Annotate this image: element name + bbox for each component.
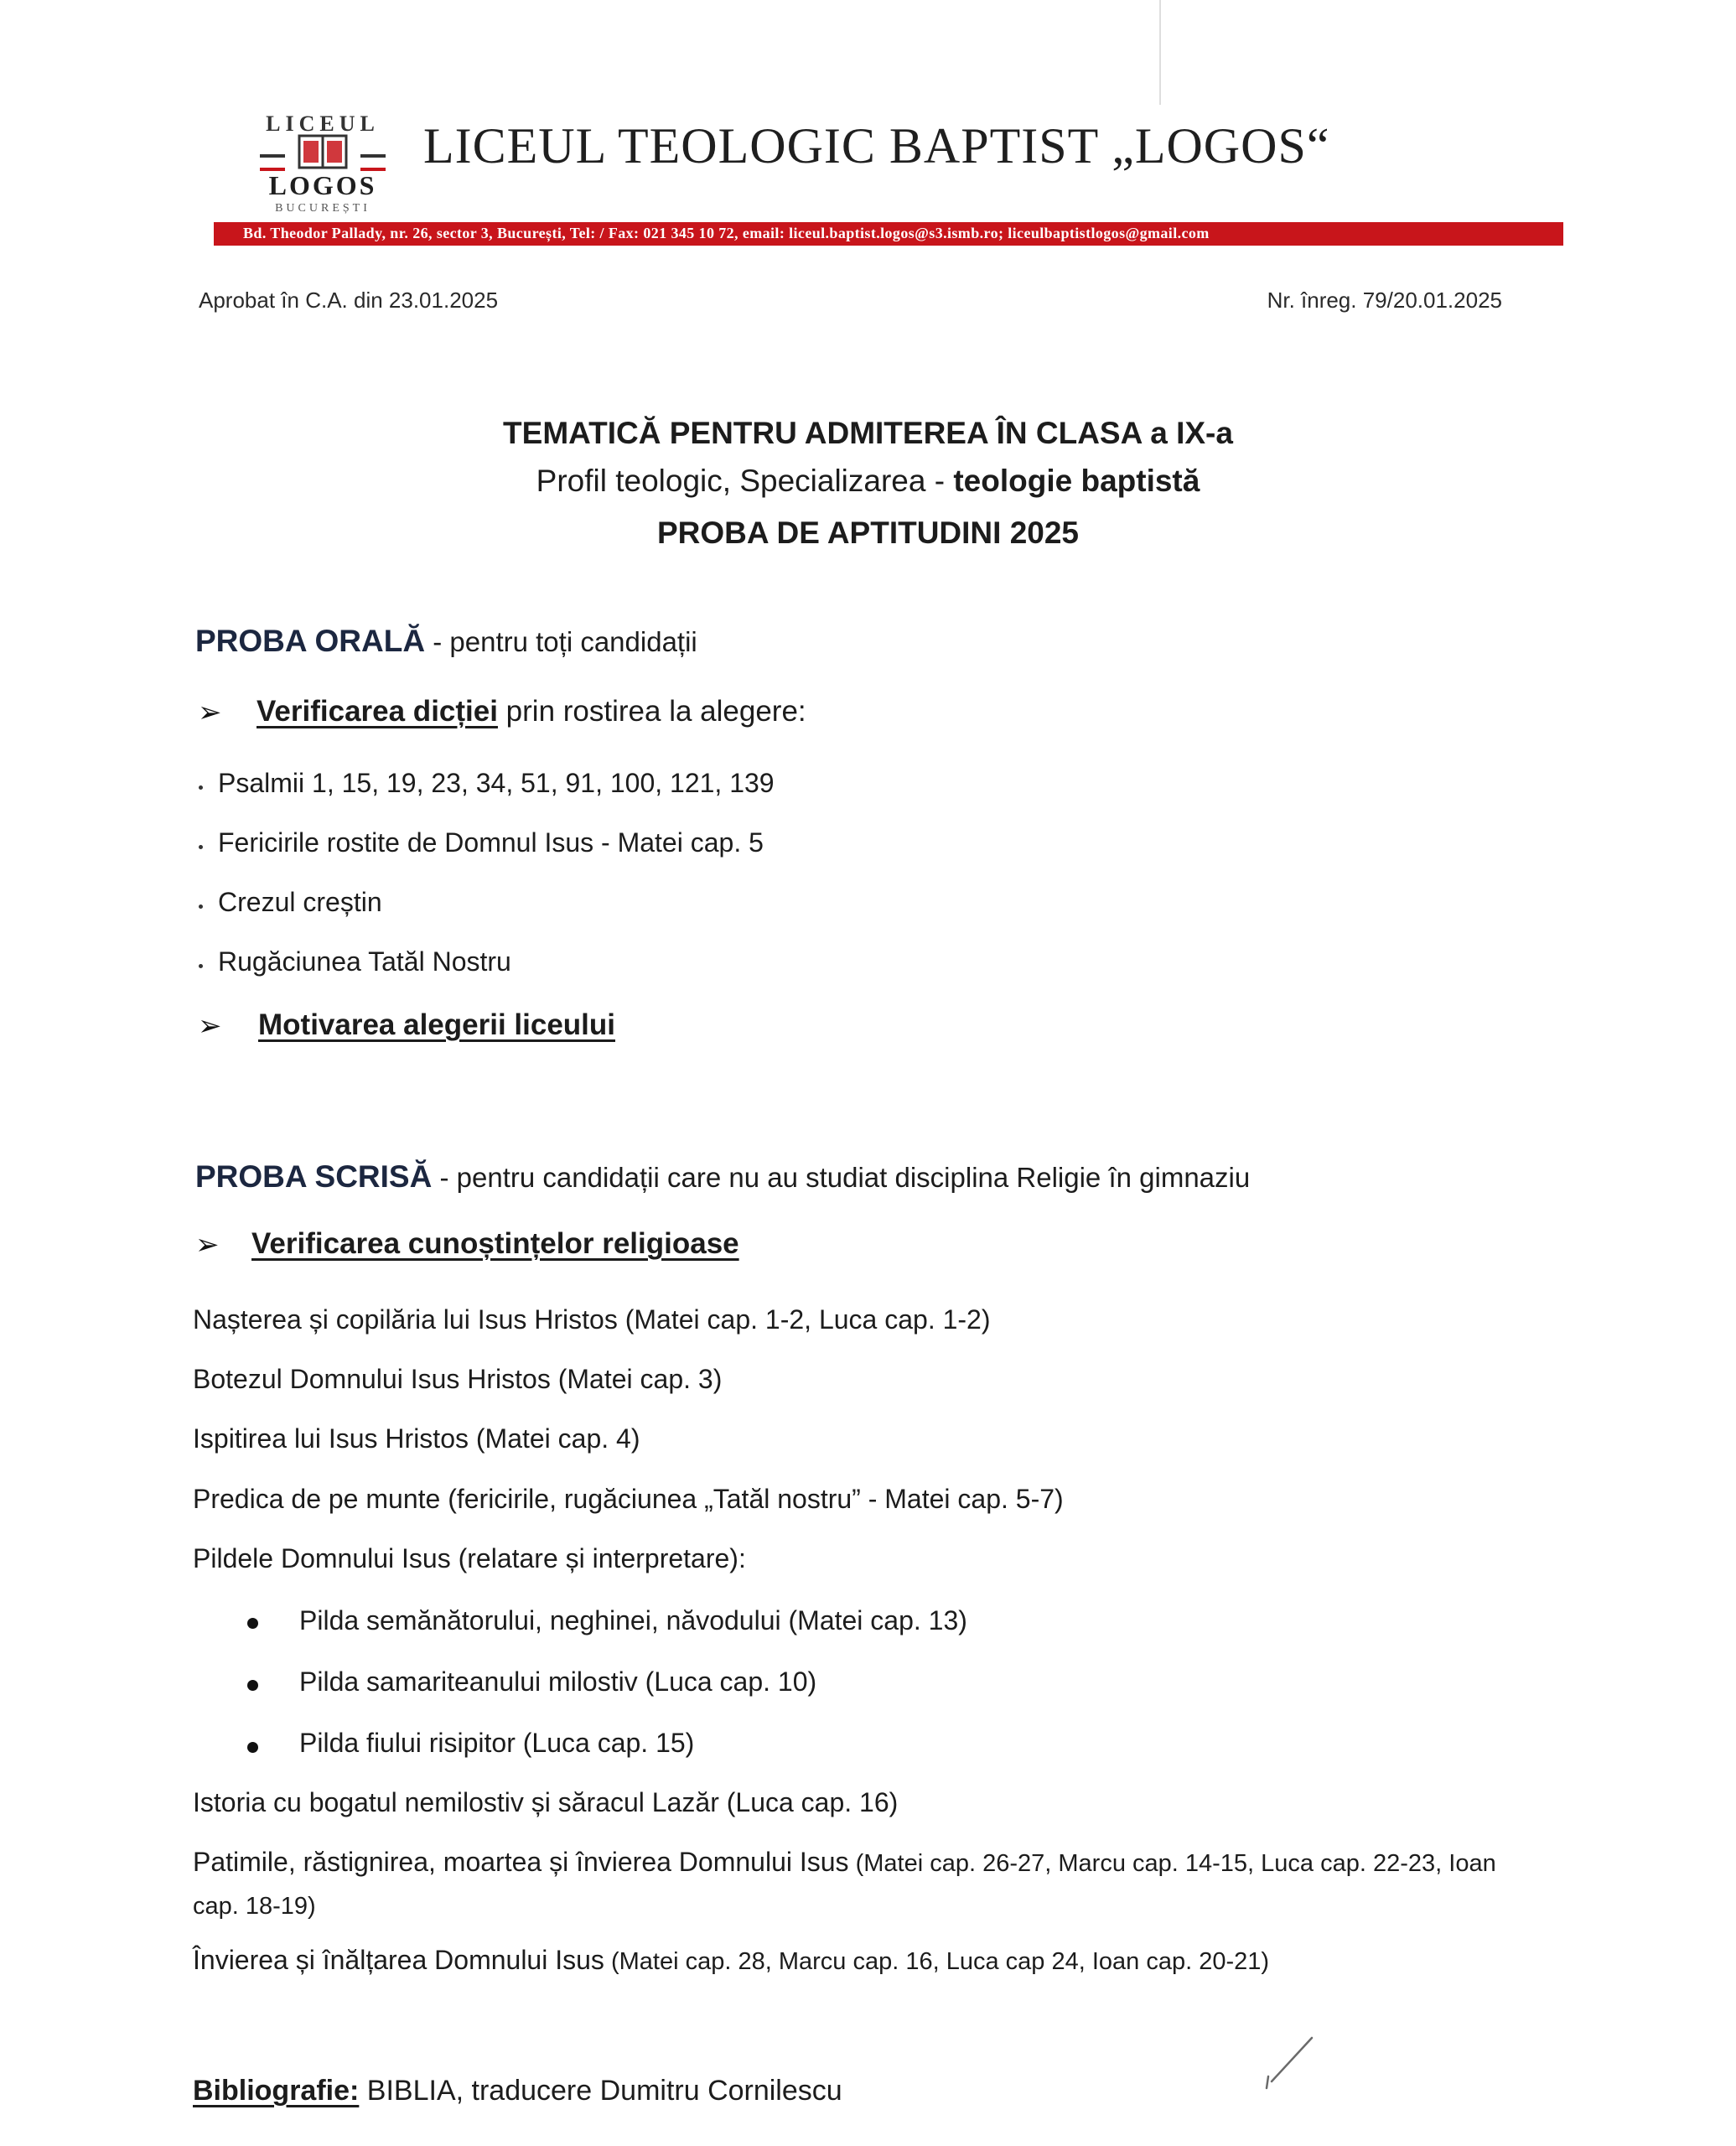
- oral-item: Rugăciunea Tatăl Nostru: [218, 946, 511, 977]
- school-name: LICEUL TEOLOGIC BAPTIST „LOGOS“: [423, 118, 1330, 174]
- signature-mark: [1253, 2033, 1320, 2092]
- written-exam-heading: PROBA SCRISĂ - pentru candidații care nu au studiat disciplina Religie în gimnaziu: [195, 1159, 1251, 1194]
- small-bullet-icon: [199, 964, 203, 968]
- parable-item: Pilda samariteanului milostiv (Luca cap. 10): [299, 1667, 817, 1697]
- topic-item-continuation: cap. 18-19): [193, 1893, 316, 1920]
- document-title: TEMATICĂ PENTRU ADMITEREA ÎN CLASA a IX-a: [503, 416, 1233, 450]
- bibliography: Bibliografie: BIBLIA, traducere Dumitru Cornilescu: [193, 2075, 842, 2107]
- approval-date: Aprobat în C.A. din 23.01.2025: [199, 288, 499, 313]
- arrow-bullet-icon: ➢: [198, 697, 222, 728]
- small-bullet-icon: [199, 785, 203, 790]
- oral-item: Fericirile rostite de Domnul Isus - Matei cap. 5: [218, 827, 764, 858]
- bullet-icon: [247, 1680, 258, 1691]
- topic-item: Istoria cu bogatul nemilostiv și săracul Lazăr (Luca cap. 16): [193, 1787, 899, 1817]
- topic-item: Ispitirea lui Isus Hristos (Matei cap. 4): [193, 1423, 640, 1454]
- topic-item: Predica de pe munte (fericirile, rugăciunea „Tatăl nostru” - Matei cap. 5-7): [193, 1484, 1064, 1514]
- diction-check: Verificarea dicției prin rostirea la alegere:: [257, 695, 806, 728]
- logo-name: LOGOS: [268, 170, 377, 200]
- document-exam-title: PROBA DE APTITUDINI 2025: [656, 516, 1080, 550]
- bullet-icon: [247, 1742, 258, 1753]
- topic-item: Botezul Domnului Isus Hristos (Matei cap. 3): [193, 1364, 723, 1394]
- school-logo: [251, 99, 394, 216]
- oral-item: Psalmii 1, 15, 19, 23, 34, 51, 91, 100, 121, 139: [218, 768, 775, 798]
- knowledge-check: Verificarea cunoștințelor religioase: [251, 1227, 739, 1260]
- small-bullet-icon: [199, 845, 203, 849]
- school-choice-motivation: Motivarea alegerii liceului: [258, 1008, 615, 1041]
- document-subtitle: Profil teologic, Specializarea - teologie baptistă: [536, 464, 1200, 498]
- topic-item: Învierea și înălțarea Domnului Isus (Matei cap. 28, Marcu cap. 16, Luca cap 24, Ioan cap. 20-21): [193, 1945, 1270, 1975]
- parable-item: Pilda fiului risipitor (Luca cap. 15): [299, 1728, 695, 1758]
- topic-item: Nașterea și copilăria lui Isus Hristos (Matei cap. 1-2, Luca cap. 1-2): [193, 1304, 991, 1335]
- scan-mark: [1159, 0, 1161, 105]
- contact-line: Bd. Theodor Pallady, nr. 26, sector 3, București, Tel: / Fax: 021 345 10 72, email: liceul.baptist.logos@s3.ismb.ro; liceulbaptistlogos@gmail.com: [243, 225, 1210, 241]
- topic-item: Patimile, răstignirea, moartea și învierea Domnului Isus (Matei cap. 26-27, Marcu cap. 14-15, Luca cap. 22-23, Ioan: [193, 1847, 1496, 1877]
- small-bullet-icon: [199, 905, 203, 909]
- logo-arc-text: LICEUL: [266, 111, 380, 136]
- bullet-icon: [247, 1618, 258, 1629]
- topic-item: Pildele Domnului Isus (relatare și interpretare):: [193, 1543, 746, 1573]
- parable-item: Pilda semănătorului, neghinei, năvodului (Matei cap. 13): [299, 1605, 967, 1635]
- registration-number: Nr. înreg. 79/20.01.2025: [1267, 288, 1502, 313]
- arrow-bullet-icon: ➢: [195, 1229, 220, 1261]
- oral-exam-heading: PROBA ORALĂ - pentru toți candidații: [195, 624, 697, 658]
- oral-item: Crezul creștin: [218, 887, 382, 917]
- arrow-bullet-icon: ➢: [198, 1010, 222, 1042]
- logo-city: BUCUREȘTI: [275, 202, 371, 215]
